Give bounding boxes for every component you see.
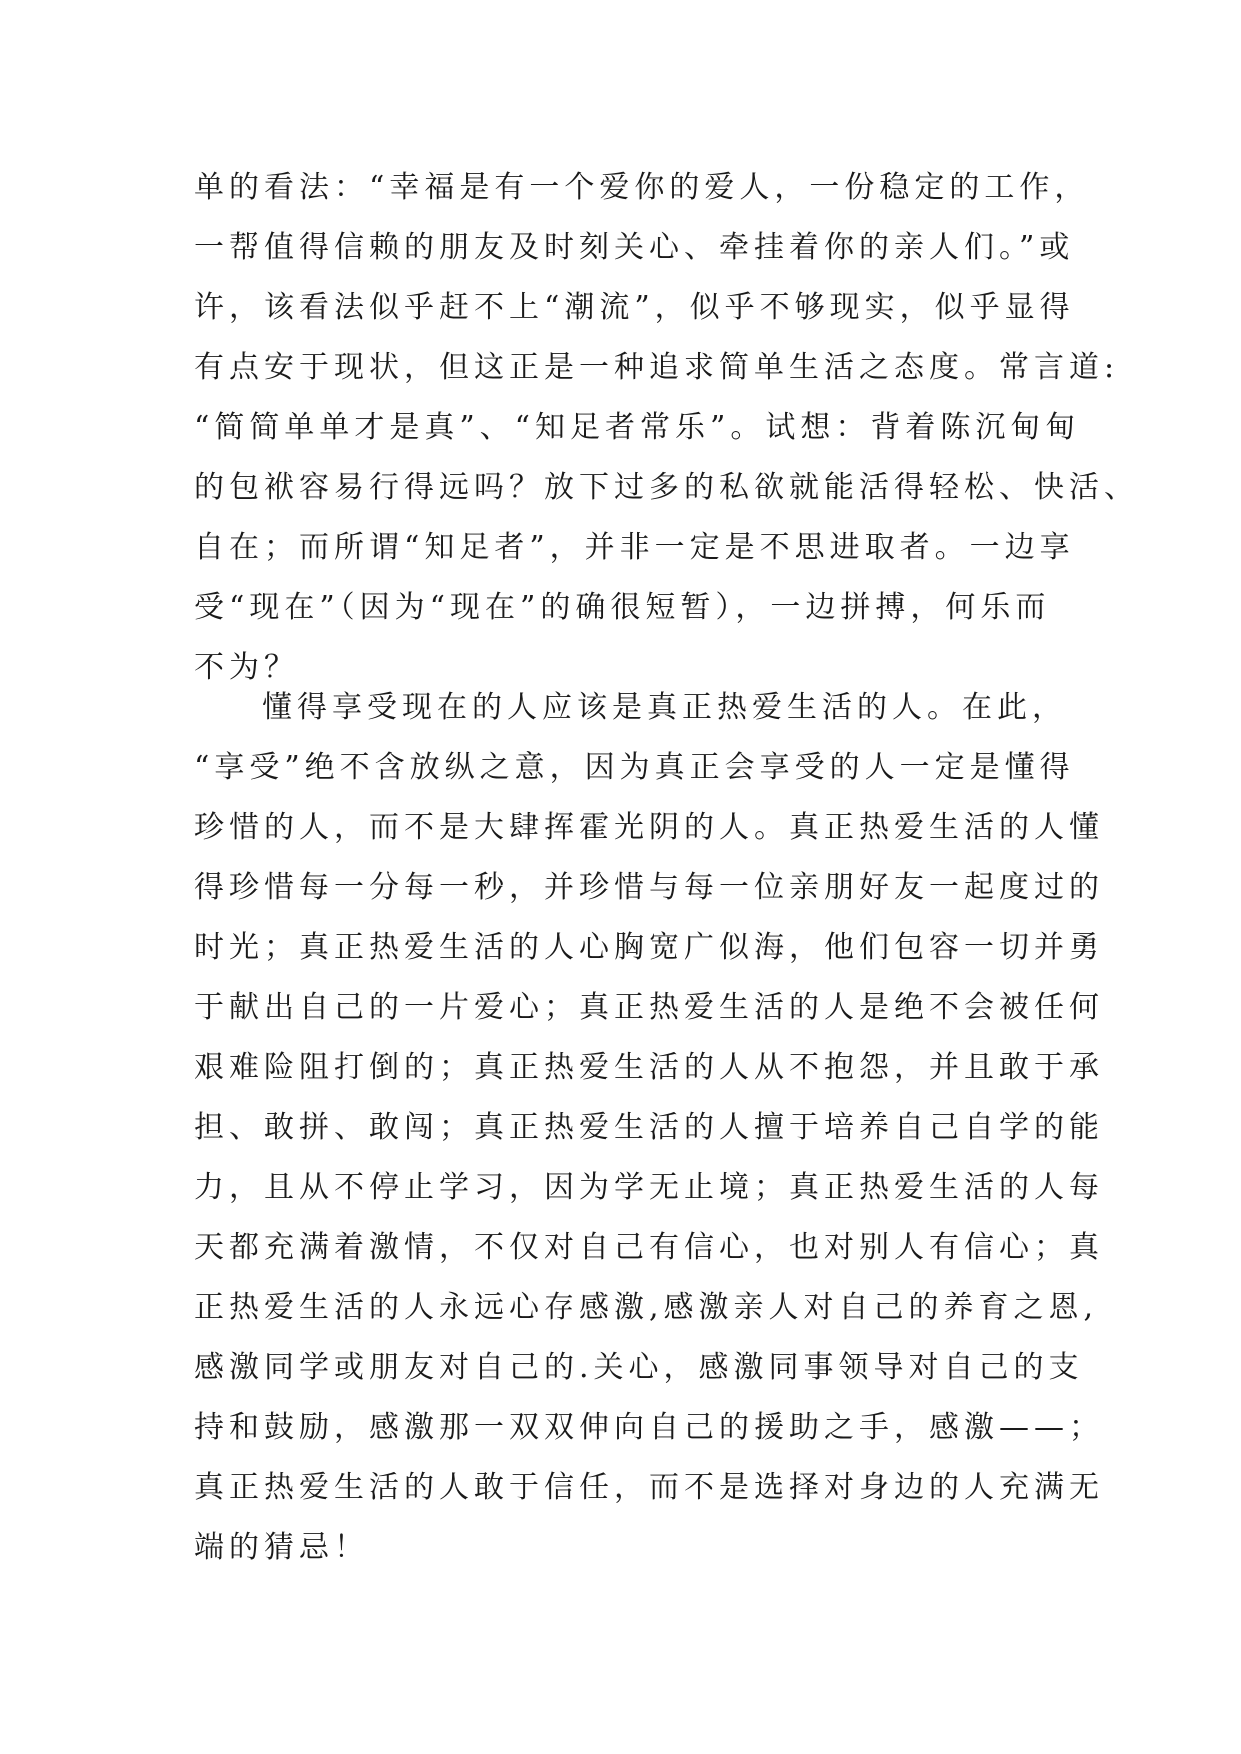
text-line: 力，且从不停止学习，因为学无止境；真正热爱生活的人每 [194, 1170, 1104, 1205]
text-line: 自在；而所谓“知足者”，并非一定是不思进取者。一边享 [194, 530, 1075, 565]
text-line: 许，该看法似乎赶不上“潮流”，似乎不够现实，似乎显得 [194, 290, 1075, 325]
text-line: 正热爱生活的人永远心存感激,感激亲人对自己的养育之恩, [194, 1290, 1099, 1325]
text-line: “享受”绝不含放纵之意，因为真正会享受的人一定是懂得 [194, 750, 1075, 785]
text-line: 单的看法：“幸福是有一个爱你的爱人，一份稳定的工作， [194, 170, 1090, 205]
text-line: 得珍惜每一分每一秒，并珍惜与每一位亲朋好友一起度过的 [194, 870, 1104, 905]
text-line: 不为？ [194, 650, 299, 685]
text-line: 的包袱容易行得远吗？放下过多的私欲就能活得轻松、快活、 [194, 470, 1139, 505]
text-line: 天都充满着激情，不仅对自己有信心，也对别人有信心；真 [194, 1230, 1104, 1265]
paragraph-2 [194, 678, 1104, 1578]
paragraph-1 [194, 158, 1139, 698]
text-line: 艰难险阻打倒的；真正热爱生活的人从不抱怨，并且敢于承 [194, 1050, 1104, 1085]
text-line: 感激同学或朋友对自己的.关心，感激同事领导对自己的支 [194, 1350, 1084, 1385]
text-line: 受“现在”（因为“现在”的确很短暂），一边拼搏，何乐而 [194, 590, 1051, 625]
text-line: 真正热爱生活的人敢于信任，而不是选择对身边的人充满无 [194, 1470, 1104, 1505]
text-line: 端的猜忌！ [194, 1530, 369, 1565]
text-line: 时光；真正热爱生活的人心胸宽广似海，他们包容一切并勇 [194, 930, 1104, 965]
text-line: 珍惜的人，而不是大肆挥霍光阴的人。真正热爱生活的人懂 [194, 810, 1104, 845]
text-line: “简简单单才是真”、“知足者常乐”。试想：背着陈沉甸甸 [194, 410, 1081, 445]
text-line: 于献出自己的一片爱心；真正热爱生活的人是绝不会被任何 [194, 990, 1104, 1025]
text-line: 担、敢拼、敢闯；真正热爱生活的人擅于培养自己自学的能 [194, 1110, 1104, 1145]
text-line: 持和鼓励，感激那一双双伸向自己的援助之手，感激——； [194, 1410, 1104, 1445]
text-line: 一帮值得信赖的朋友及时刻关心、牵挂着你的亲人们。”或 [194, 230, 1075, 265]
text-line: 有点安于现状，但这正是一种追求简单生活之态度。常言道: [194, 350, 1120, 385]
text-line: 懂得享受现在的人应该是真正热爱生活的人。在此， [262, 690, 1067, 725]
